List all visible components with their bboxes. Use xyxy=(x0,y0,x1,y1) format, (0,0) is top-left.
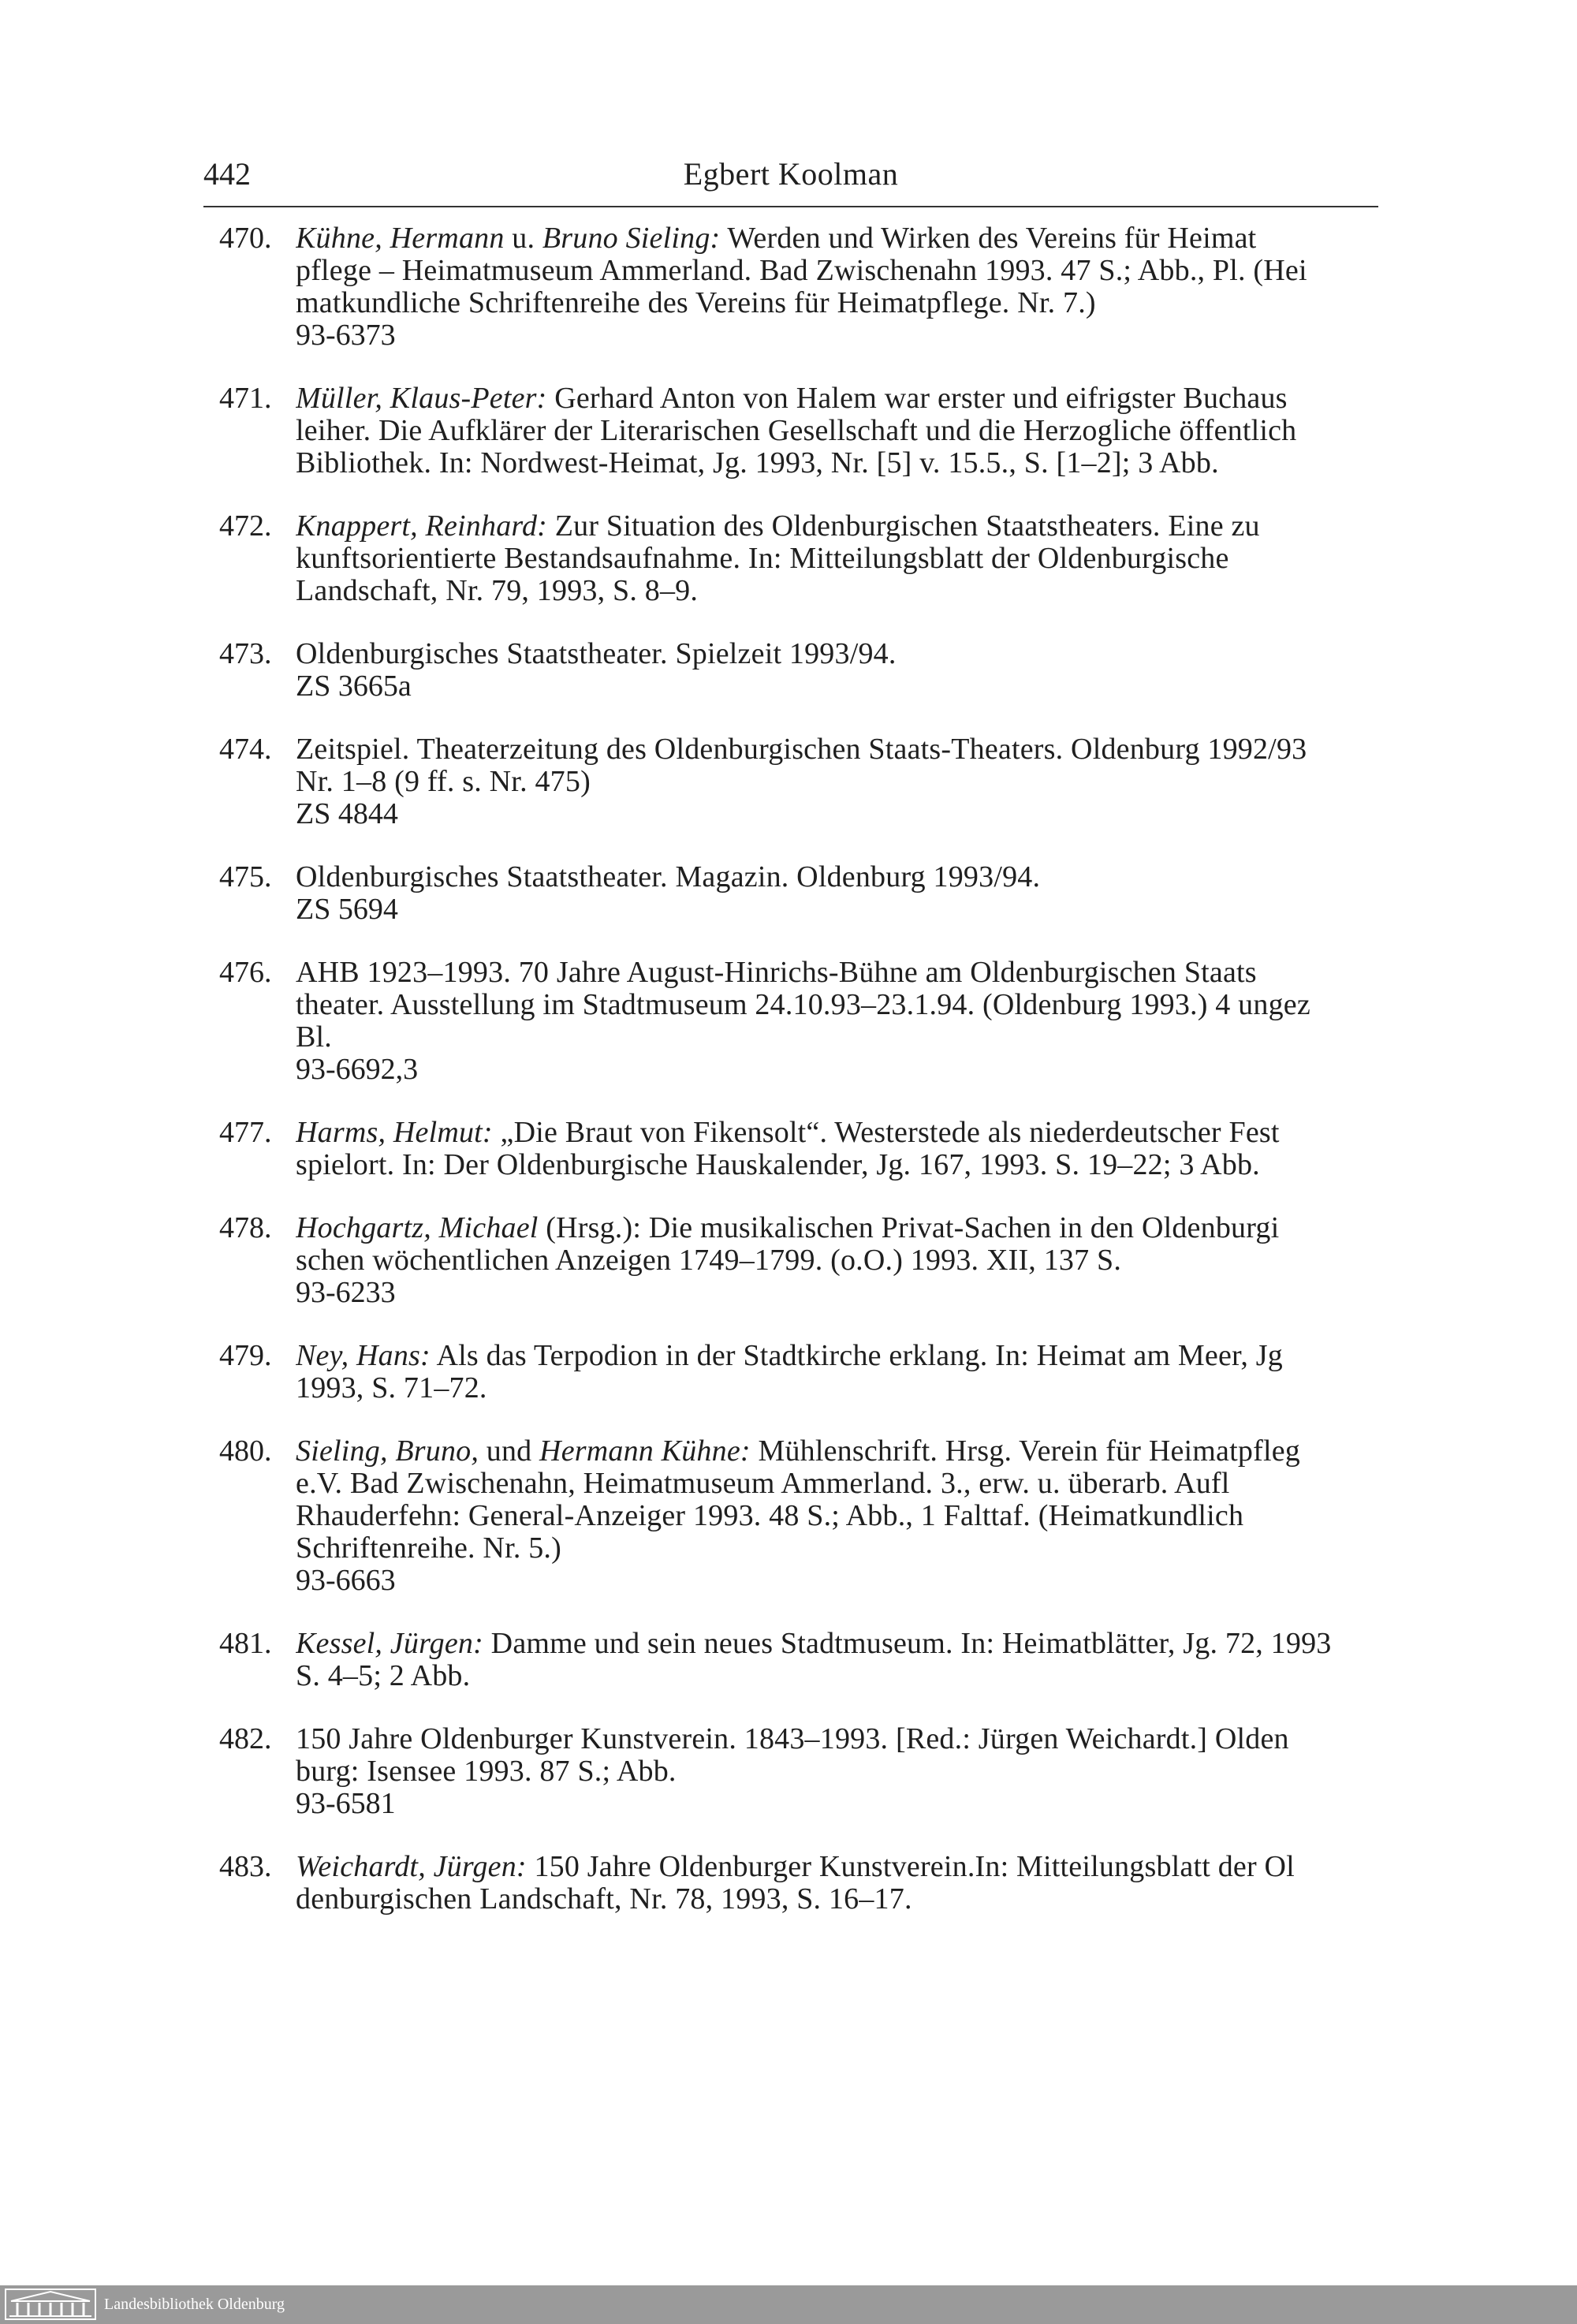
entry-text-line xyxy=(296,1149,1385,1181)
shelf-mark: ZS 5694 xyxy=(296,893,398,926)
entry-text: pflege – Heimatmuseum Ammerland. Bad Zwischenahn 1993. 47 S.; Abb., Pl. (Hei xyxy=(296,255,1307,287)
shelf-mark: 93-6233 xyxy=(296,1276,396,1309)
entry-text: u. xyxy=(504,222,542,255)
entry-text: S. 4–5; 2 Abb. xyxy=(296,1660,471,1692)
entry-text-line xyxy=(296,1244,1385,1277)
entry-number: 473. xyxy=(219,637,272,670)
entry-text: Schriftenreihe. Nr. 5.) xyxy=(296,1532,561,1565)
entry-number: 472. xyxy=(219,509,272,543)
entry-text-line xyxy=(296,766,1385,798)
entry-number: 477. xyxy=(219,1116,272,1149)
entry-text: 150 Jahre Oldenburger Kunstverein. 1843–1993. [Red.: Jürgen Weichardt.] Olden xyxy=(296,1723,1289,1755)
entry-number: 480. xyxy=(219,1434,272,1468)
author-name: Sieling, Bruno, xyxy=(296,1435,479,1468)
entry-text: burg: Isensee 1993. 87 S.; Abb. xyxy=(296,1755,677,1788)
shelf-mark: 93-6581 xyxy=(296,1787,396,1820)
page-number: 442 xyxy=(203,156,251,192)
entry-text-line xyxy=(296,1628,1385,1660)
author-name: Hermann Kühne: xyxy=(539,1435,751,1468)
entry-text: 150 Jahre Oldenburger Kunstverein.In: Mitteilungsblatt der Ol xyxy=(526,1851,1295,1883)
entry-text: schen wöchentlichen Anzeigen 1749–1799. (o.O.) 1993. XII, 137 S. xyxy=(296,1244,1122,1277)
bibliography-entry xyxy=(219,382,1385,479)
entry-text: Zeitspiel. Theaterzeitung des Oldenburgischen Staats-Theaters. Oldenburg 1992/93 xyxy=(296,733,1307,766)
entry-text-line xyxy=(296,1372,1385,1404)
entry-text: Nr. 1–8 (9 ff. s. Nr. 475) xyxy=(296,766,591,798)
entry-text-line xyxy=(296,447,1385,479)
entry-text: Werden und Wirken des Vereins für Heimat xyxy=(720,222,1257,255)
bibliography-entry xyxy=(219,1117,1385,1181)
entry-text: Landschaft, Nr. 79, 1993, S. 8–9. xyxy=(296,575,699,607)
entry-text-line xyxy=(296,222,1385,255)
entry-text: 1993, S. 71–72. xyxy=(296,1372,487,1404)
entry-text-line xyxy=(296,638,1385,670)
entry-number: 474. xyxy=(219,733,272,766)
entry-text-line xyxy=(296,1117,1385,1149)
bibliography-entry xyxy=(219,733,1385,830)
entry-text-line xyxy=(296,1755,1385,1788)
bibliography-entry xyxy=(219,510,1385,607)
entry-number: 482. xyxy=(219,1722,272,1755)
bibliography-entry xyxy=(219,957,1385,1086)
shelf-mark: 93-6692,3 xyxy=(296,1053,419,1086)
entry-text-line xyxy=(296,255,1385,287)
bibliography-entry xyxy=(219,1212,1385,1309)
entry-text: und xyxy=(479,1435,540,1468)
entry-text: Mühlenschrift. Hrsg. Verein für Heimatpfleg xyxy=(750,1435,1300,1468)
entry-text-line xyxy=(296,287,1385,319)
bibliography-list xyxy=(219,222,1385,1946)
entry-text-line xyxy=(296,989,1385,1021)
entry-text-line xyxy=(296,1435,1385,1468)
entry-text: Bibliothek. In: Nordwest-Heimat, Jg. 1993, Nr. [5] v. 15.5., S. [1–2]; 3 Abb. xyxy=(296,447,1219,479)
library-building-icon xyxy=(5,2289,96,2320)
bibliography-entry xyxy=(219,1628,1385,1692)
entry-number: 471. xyxy=(219,382,272,415)
entry-text: Oldenburgisches Staatstheater. Spielzeit 1993/94. xyxy=(296,638,897,670)
author-name: Kessel, Jürgen: xyxy=(296,1628,483,1660)
entry-number: 470. xyxy=(219,222,272,255)
author-name: Kühne, Hermann xyxy=(296,222,505,255)
entry-text: spielort. In: Der Oldenburgische Hauskalender, Jg. 167, 1993. S. 19–22; 3 Abb. xyxy=(296,1149,1260,1181)
entry-text: kunftsorientierte Bestandsaufnahme. In: Mitteilungsblatt der Oldenburgische xyxy=(296,543,1229,575)
entry-text-line xyxy=(296,543,1385,575)
author-name: Weichardt, Jürgen: xyxy=(296,1851,527,1883)
entry-text-line xyxy=(296,575,1385,607)
shelf-mark: 93-6373 xyxy=(296,319,396,352)
entry-text-line xyxy=(296,510,1385,543)
entry-text: denburgischen Landschaft, Nr. 78, 1993, S. 16–17. xyxy=(296,1883,912,1916)
author-name: Knappert, Reinhard: xyxy=(296,510,548,543)
entry-text: Rhauderfehn: General-Anzeiger 1993. 48 S.; Abb., 1 Falttaf. (Heimatkundlich xyxy=(296,1500,1244,1532)
shelf-mark: ZS 3665a xyxy=(296,670,412,703)
entry-text-line xyxy=(296,1212,1385,1244)
entry-text-line xyxy=(296,415,1385,447)
entry-text-line xyxy=(296,1723,1385,1755)
author-name: Bruno Sieling: xyxy=(542,222,721,255)
bibliography-entry xyxy=(219,1435,1385,1597)
author-name: Ney, Hans: xyxy=(296,1340,431,1372)
entry-text: AHB 1923–1993. 70 Jahre August-Hinrichs-Bühne am Oldenburgischen Staats xyxy=(296,957,1257,989)
entry-text: Zur Situation des Oldenburgischen Staatstheaters. Eine zu xyxy=(547,510,1260,543)
entry-number: 478. xyxy=(219,1211,272,1244)
running-title: Egbert Koolman xyxy=(683,156,899,192)
entry-text-line xyxy=(296,957,1385,989)
entry-text-line xyxy=(296,1468,1385,1500)
entry-text-line xyxy=(296,733,1385,766)
entry-text: (Hrsg.): Die musikalischen Privat-Sachen in den Oldenburgi xyxy=(538,1212,1280,1244)
entry-text-line xyxy=(296,382,1385,415)
bibliography-entry xyxy=(219,1723,1385,1820)
entry-number: 476. xyxy=(219,956,272,989)
shelf-mark: ZS 4844 xyxy=(296,797,398,830)
entry-text: Gerhard Anton von Halem war erster und eifrigster Buchaus xyxy=(546,382,1288,415)
author-name: Hochgartz, Michael xyxy=(296,1212,539,1244)
footer-bar xyxy=(0,2285,1577,2324)
entry-text-line xyxy=(296,861,1385,893)
entry-text-line xyxy=(296,1021,1385,1054)
entry-number: 479. xyxy=(219,1339,272,1372)
entry-number: 475. xyxy=(219,860,272,893)
bibliography-entry xyxy=(219,638,1385,703)
entry-text: „Die Braut von Fikensolt“. Westerstede als niederdeutscher Fest xyxy=(492,1117,1280,1149)
entry-text: Oldenburgisches Staatstheater. Magazin. Oldenburg 1993/94. xyxy=(296,861,1041,893)
entry-text-line xyxy=(296,1660,1385,1692)
bibliography-entry xyxy=(219,1851,1385,1916)
entry-text-line xyxy=(296,1851,1385,1883)
page-header xyxy=(203,152,1378,207)
bibliography-entry xyxy=(219,222,1385,352)
entry-text: matkundliche Schriftenreihe des Vereins für Heimatpflege. Nr. 7.) xyxy=(296,287,1096,319)
author-name: Harms, Helmut: xyxy=(296,1117,493,1149)
entry-number: 481. xyxy=(219,1627,272,1660)
library-name: Landesbibliothek Oldenburg xyxy=(104,2296,285,2313)
author-name: Müller, Klaus-Peter: xyxy=(296,382,547,415)
entry-text: leiher. Die Aufklärer der Literarischen Gesellschaft und die Herzogliche öffentlich xyxy=(296,415,1297,447)
entry-text: theater. Ausstellung im Stadtmuseum 24.10.93–23.1.94. (Oldenburg 1993.) 4 ungez xyxy=(296,989,1310,1021)
entry-text-line xyxy=(296,1340,1385,1372)
entry-text-line xyxy=(296,1500,1385,1532)
entry-text: Bl. xyxy=(296,1021,333,1054)
entry-text: Als das Terpodion in der Stadtkirche erklang. In: Heimat am Meer, Jg xyxy=(430,1340,1283,1372)
bibliography-entry xyxy=(219,1340,1385,1404)
bibliography-entry xyxy=(219,861,1385,926)
entry-number: 483. xyxy=(219,1850,272,1883)
entry-text-line xyxy=(296,1532,1385,1565)
shelf-mark: 93-6663 xyxy=(296,1564,396,1597)
entry-text: e.V. Bad Zwischenahn, Heimatmuseum Ammerland. 3., erw. u. überarb. Aufl xyxy=(296,1468,1230,1500)
entry-text-line xyxy=(296,1883,1385,1916)
entry-text: Damme und sein neues Stadtmuseum. In: Heimatblätter, Jg. 72, 1993 xyxy=(483,1628,1332,1660)
